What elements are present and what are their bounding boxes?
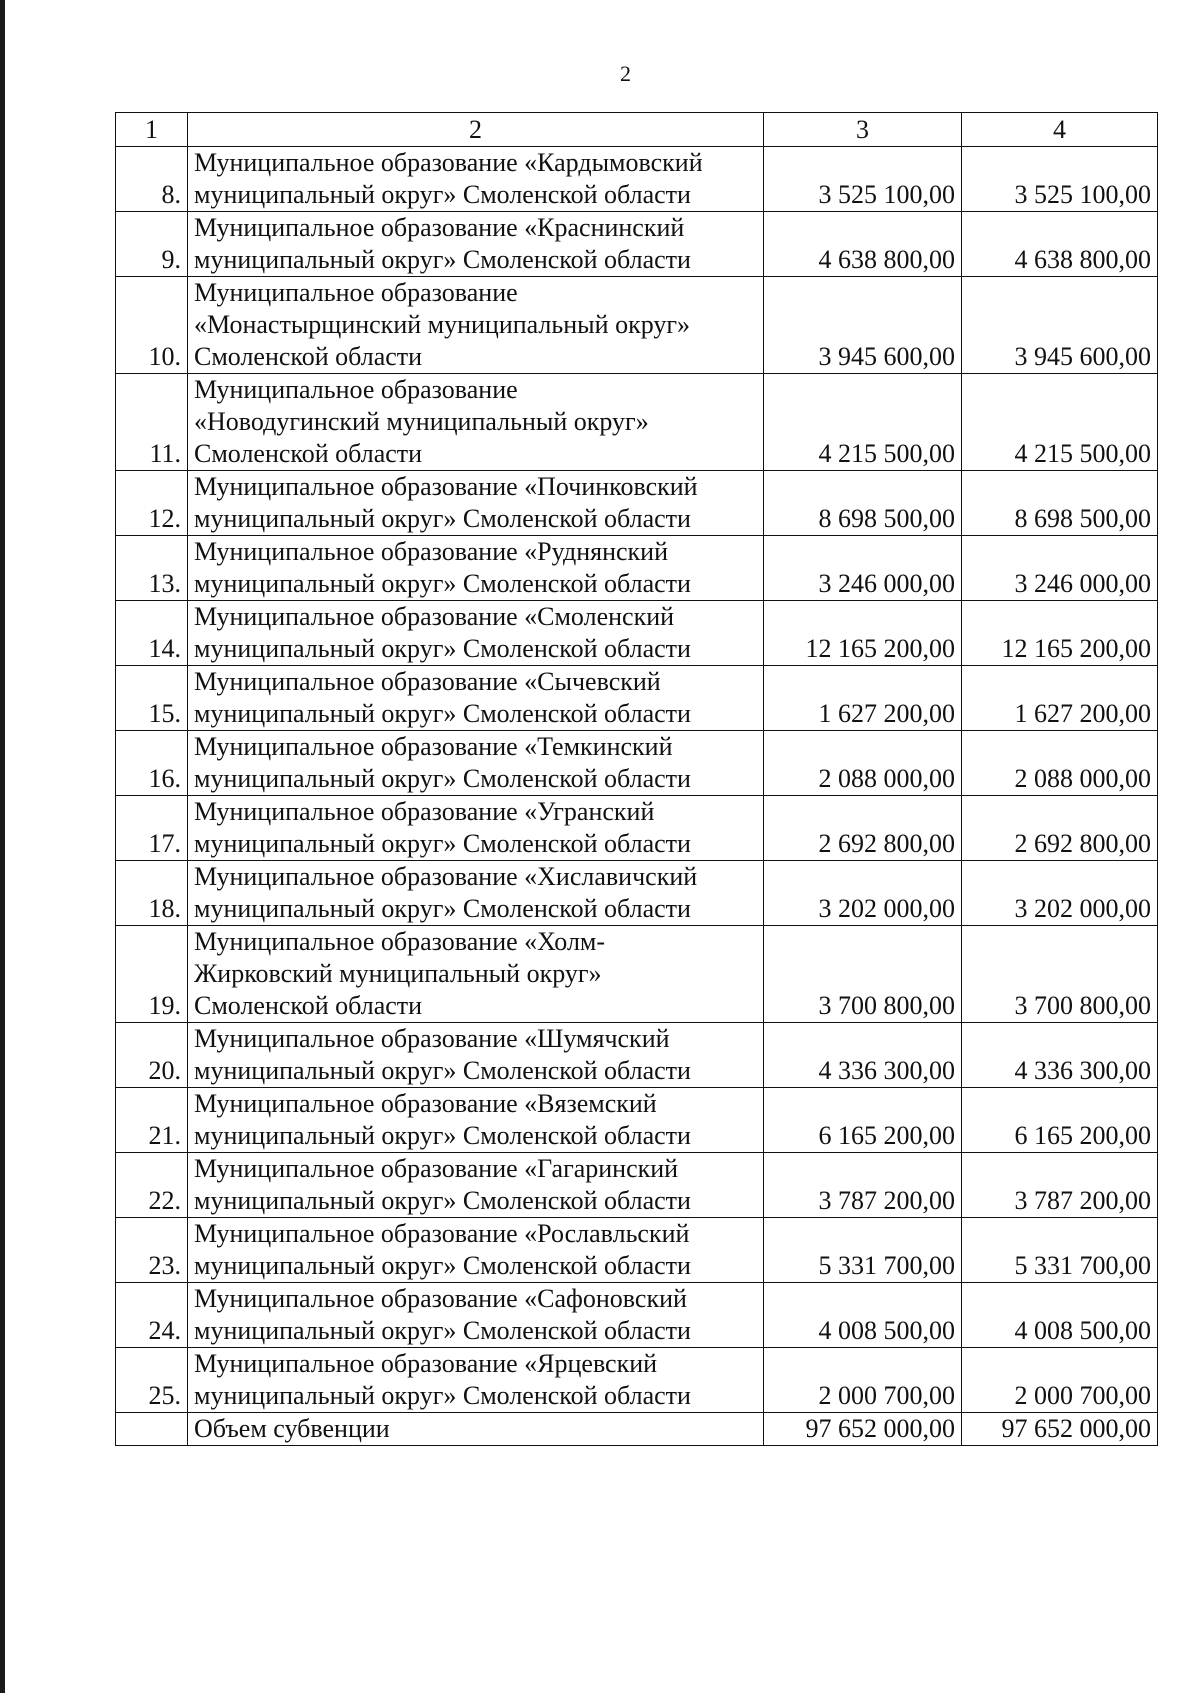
amount-col3: 3 787 200,00 (764, 1153, 962, 1218)
row-number: 16. (116, 731, 188, 796)
header-cell-1: 1 (116, 113, 188, 147)
municipality-name-line: «Монастырщинский муниципальный округ» (194, 310, 691, 339)
municipality-name-line: Муниципальное образование «Руднянский (194, 537, 668, 566)
row-number: 8. (116, 147, 188, 212)
row-number: 18. (116, 861, 188, 926)
municipality-name-line: Муниципальное образование «Починковский (194, 472, 698, 501)
amount-col4: 6 165 200,00 (962, 1088, 1158, 1153)
subvention-table (115, 112, 1158, 1446)
row-number: 14. (116, 601, 188, 666)
table-body (116, 113, 1158, 1446)
municipality-name-line: Муниципальное образование (194, 375, 518, 404)
municipality-name (188, 1283, 764, 1348)
header-cell-4: 4 (962, 113, 1158, 147)
amount-col4: 3 246 000,00 (962, 536, 1158, 601)
amount-col3: 12 165 200,00 (764, 601, 962, 666)
page-number: 2 (620, 61, 631, 86)
table-row (116, 1088, 1158, 1153)
municipality-name-line: Муниципальное образование (194, 278, 518, 307)
amount-col4: 3 202 000,00 (962, 861, 1158, 926)
table-row (116, 277, 1158, 374)
municipality-name (188, 601, 764, 666)
amount-col3: 3 525 100,00 (764, 147, 962, 212)
amount-col4: 2 088 000,00 (962, 731, 1158, 796)
municipality-name-line: Муниципальное образование «Угранский (194, 797, 655, 826)
total-col3: 97 652 000,00 (764, 1413, 962, 1446)
amount-col4: 3 700 800,00 (962, 926, 1158, 1023)
amount-col4: 12 165 200,00 (962, 601, 1158, 666)
amount-col4: 3 787 200,00 (962, 1153, 1158, 1218)
row-number: 17. (116, 796, 188, 861)
municipality-name (188, 1153, 764, 1218)
amount-col3: 3 246 000,00 (764, 536, 962, 601)
municipality-name-line: муниципальный округ» Смоленской области (194, 504, 691, 533)
header-row (116, 113, 1158, 147)
row-number: 25. (116, 1348, 188, 1413)
amount-col4: 4 638 800,00 (962, 212, 1158, 277)
amount-col3: 4 336 300,00 (764, 1023, 962, 1088)
amount-col4: 1 627 200,00 (962, 666, 1158, 731)
amount-col4: 2 692 800,00 (962, 796, 1158, 861)
municipality-name-line: муниципальный округ» Смоленской области (194, 245, 691, 274)
municipality-name-line: Муниципальное образование «Смоленский (194, 602, 675, 631)
total-row (116, 1413, 1158, 1446)
table-row (116, 796, 1158, 861)
table-row (116, 1023, 1158, 1088)
municipality-name (188, 277, 764, 374)
row-number: 10. (116, 277, 188, 374)
table-row (116, 212, 1158, 277)
municipality-name-line: муниципальный округ» Смоленской области (194, 1316, 691, 1345)
municipality-name (188, 731, 764, 796)
amount-col3: 4 008 500,00 (764, 1283, 962, 1348)
municipality-name-line: муниципальный округ» Смоленской области (194, 1381, 691, 1410)
amount-col3: 8 698 500,00 (764, 471, 962, 536)
amount-col3: 3 202 000,00 (764, 861, 962, 926)
amount-col4: 8 698 500,00 (962, 471, 1158, 536)
municipality-name-line: Муниципальное образование «Рославльский (194, 1219, 690, 1248)
scan-left-edge (0, 0, 5, 1693)
row-number: 9. (116, 212, 188, 277)
municipality-name-line: Муниципальное образование «Вяземский (194, 1089, 657, 1118)
amount-col3: 6 165 200,00 (764, 1088, 962, 1153)
row-number: 19. (116, 926, 188, 1023)
amount-col3: 4 638 800,00 (764, 212, 962, 277)
amount-col3: 4 215 500,00 (764, 374, 962, 471)
municipality-name-line: муниципальный округ» Смоленской области (194, 829, 691, 858)
municipality-name (188, 926, 764, 1023)
municipality-name (188, 374, 764, 471)
municipality-name (188, 861, 764, 926)
table-row (116, 471, 1158, 536)
municipality-name-line: Муниципальное образование «Кардымовский (194, 148, 703, 177)
amount-col3: 3 700 800,00 (764, 926, 962, 1023)
municipality-name-line: Муниципальное образование «Холм- (194, 927, 606, 956)
amount-col4: 2 000 700,00 (962, 1348, 1158, 1413)
amount-col3: 2 088 000,00 (764, 731, 962, 796)
municipality-name (188, 471, 764, 536)
municipality-name-line: муниципальный округ» Смоленской области (194, 1251, 691, 1280)
amount-col4: 4 215 500,00 (962, 374, 1158, 471)
municipality-name-line: муниципальный округ» Смоленской области (194, 634, 691, 663)
row-number: 23. (116, 1218, 188, 1283)
municipality-name (188, 147, 764, 212)
amount-col3: 1 627 200,00 (764, 666, 962, 731)
row-number: 12. (116, 471, 188, 536)
municipality-name-line: муниципальный округ» Смоленской области (194, 1056, 691, 1085)
total-col4: 97 652 000,00 (962, 1413, 1158, 1446)
row-number: 20. (116, 1023, 188, 1088)
municipality-name-line: Муниципальное образование «Сафоновский (194, 1284, 687, 1313)
amount-col3: 3 945 600,00 (764, 277, 962, 374)
municipality-name-line: Муниципальное образование «Хиславичский (194, 862, 698, 891)
table-row (116, 147, 1158, 212)
table-row (116, 1153, 1158, 1218)
amount-col4: 4 336 300,00 (962, 1023, 1158, 1088)
amount-col3: 2 692 800,00 (764, 796, 962, 861)
row-number: 22. (116, 1153, 188, 1218)
table-row (116, 926, 1158, 1023)
municipality-name-line: Смоленской области (194, 439, 423, 468)
municipality-name (188, 1218, 764, 1283)
header-cell-3: 3 (764, 113, 962, 147)
municipality-name-line: муниципальный округ» Смоленской области (194, 699, 691, 728)
municipality-name-line: Муниципальное образование «Шумячский (194, 1024, 670, 1053)
amount-col4: 4 008 500,00 (962, 1283, 1158, 1348)
table-row (116, 1218, 1158, 1283)
municipality-name-line: «Новодугинский муниципальный округ» (194, 407, 649, 436)
municipality-name-line: Жирковский муниципальный округ» (194, 959, 602, 988)
table-row (116, 731, 1158, 796)
municipality-name-line: Муниципальное образование «Краснинский (194, 213, 685, 242)
total-label: Объем субвенции (188, 1413, 764, 1446)
amount-col4: 3 945 600,00 (962, 277, 1158, 374)
header-cell-2: 2 (188, 113, 764, 147)
row-number: 15. (116, 666, 188, 731)
amount-col4: 3 525 100,00 (962, 147, 1158, 212)
table-row (116, 374, 1158, 471)
municipality-name-line: Муниципальное образование «Гагаринский (194, 1154, 679, 1183)
municipality-name (188, 1348, 764, 1413)
amount-col3: 5 331 700,00 (764, 1218, 962, 1283)
municipality-name (188, 666, 764, 731)
table-row (116, 666, 1158, 731)
table-row (116, 861, 1158, 926)
municipality-name (188, 1088, 764, 1153)
municipality-name-line: муниципальный округ» Смоленской области (194, 180, 691, 209)
municipality-name (188, 536, 764, 601)
row-number: 11. (116, 374, 188, 471)
municipality-name-line: муниципальный округ» Смоленской области (194, 569, 691, 598)
table-row (116, 1283, 1158, 1348)
municipality-name (188, 212, 764, 277)
municipality-name-line: Смоленской области (194, 991, 423, 1020)
municipality-name-line: муниципальный округ» Смоленской области (194, 1121, 691, 1150)
municipality-name-line: муниципальный округ» Смоленской области (194, 1186, 691, 1215)
municipality-name-line: Муниципальное образование «Темкинский (194, 732, 673, 761)
table-row (116, 601, 1158, 666)
municipality-name-line: муниципальный округ» Смоленской области (194, 894, 691, 923)
municipality-name-line: Муниципальное образование «Ярцевский (194, 1349, 658, 1378)
municipality-name-line: муниципальный округ» Смоленской области (194, 764, 691, 793)
row-number: 13. (116, 536, 188, 601)
municipality-name (188, 796, 764, 861)
municipality-name-line: Смоленской области (194, 342, 423, 371)
table-row (116, 536, 1158, 601)
amount-col3: 2 000 700,00 (764, 1348, 962, 1413)
total-number-empty (116, 1413, 188, 1446)
row-number: 21. (116, 1088, 188, 1153)
amount-col4: 5 331 700,00 (962, 1218, 1158, 1283)
row-number: 24. (116, 1283, 188, 1348)
table-row (116, 1348, 1158, 1413)
municipality-name-line: Муниципальное образование «Сычевский (194, 667, 661, 696)
municipality-name (188, 1023, 764, 1088)
